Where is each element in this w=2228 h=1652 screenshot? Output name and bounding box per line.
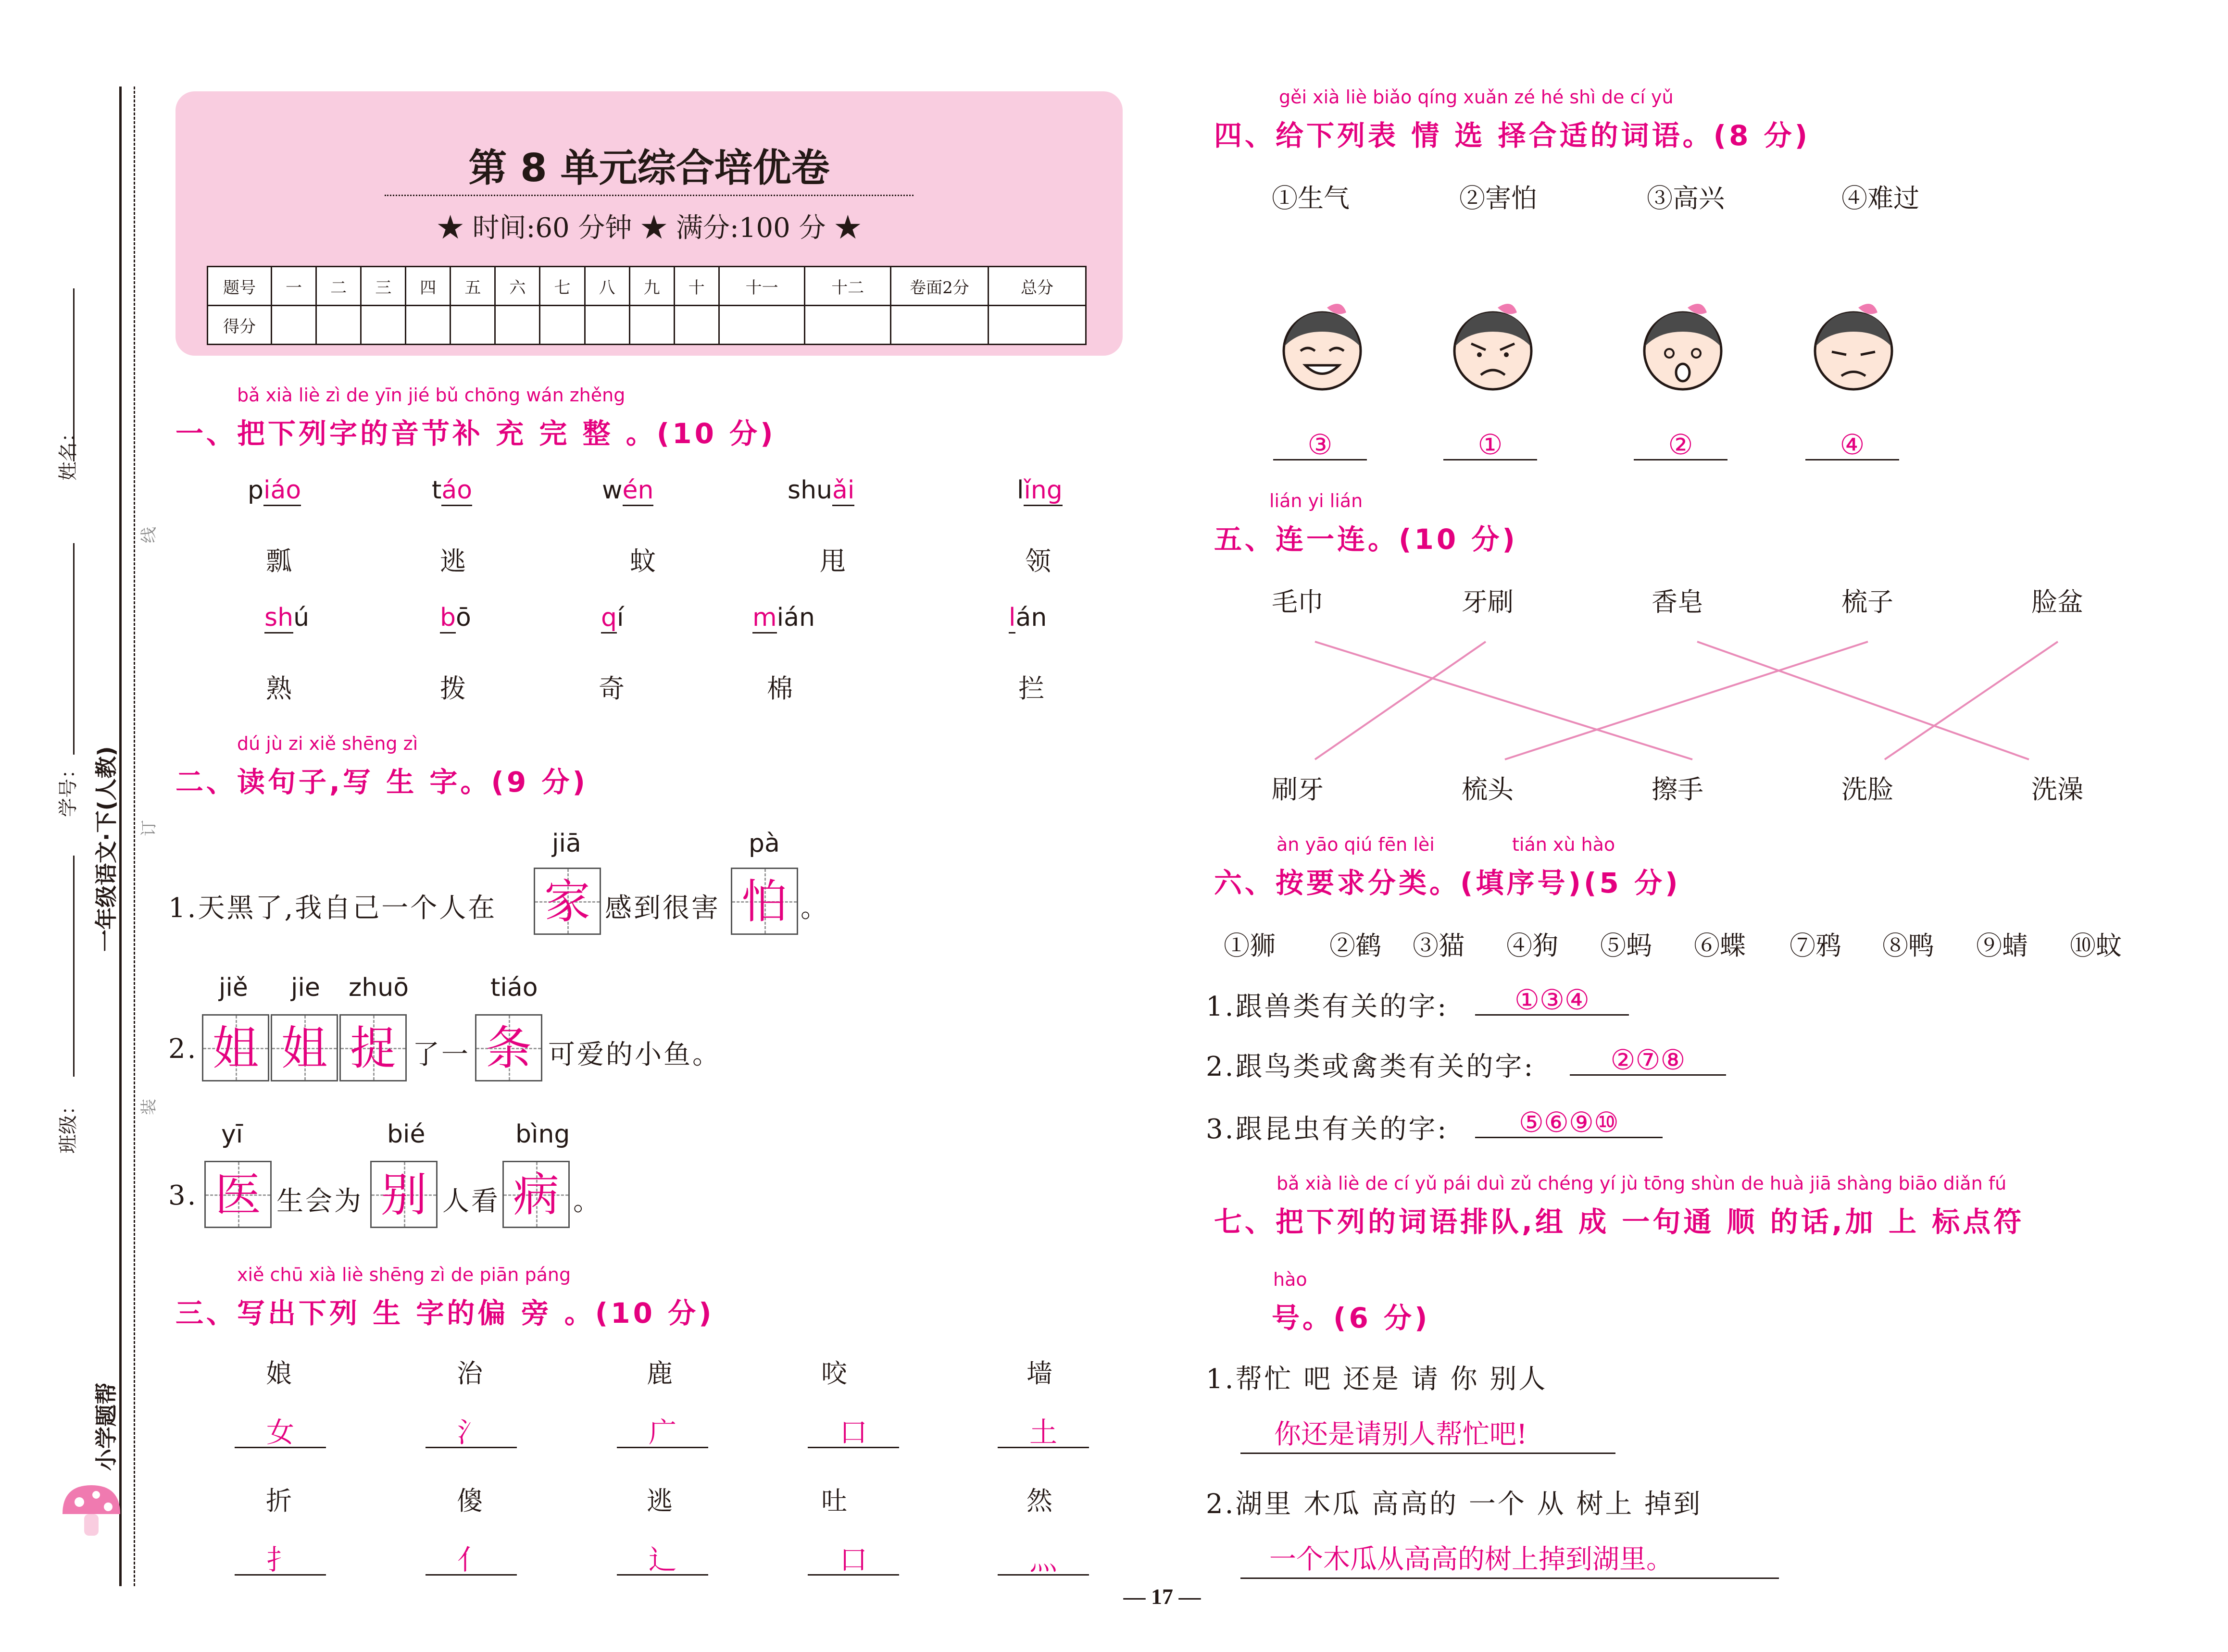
score-table: [207, 266, 1087, 345]
s4-answer[interactable]: ③: [1273, 430, 1367, 460]
match-line: [1697, 642, 2029, 759]
s1-syllable: qí: [601, 603, 624, 632]
score-cell: 三: [361, 267, 406, 306]
score-input[interactable]: [361, 306, 406, 345]
s3-radical-answer[interactable]: 扌: [235, 1545, 326, 1576]
s3-radical-answer[interactable]: 口: [808, 1418, 899, 1448]
s7-pinyin2: hào: [1273, 1269, 1307, 1290]
match-line: [1315, 642, 1692, 759]
score-input[interactable]: [495, 306, 540, 345]
s2-q1-pinyin: jiā: [552, 829, 581, 858]
s3-radical-answer[interactable]: 土: [998, 1418, 1089, 1448]
score-cell: 卷面2分: [891, 267, 989, 306]
s5-top-item[interactable]: 梳子: [1841, 587, 1893, 617]
s6-item: ⑨蜻: [1976, 931, 2028, 961]
s3-radical-answer[interactable]: 亻: [426, 1545, 517, 1576]
s6-q3: 3.跟昆虫有关的字:: [1206, 1114, 1449, 1145]
s4-option: ①生气: [1272, 183, 1350, 213]
s2-q2-box[interactable]: 姐: [202, 1014, 269, 1081]
s5-top-item[interactable]: 毛巾: [1272, 587, 1324, 617]
s2-q2-text: 可爱的小鱼。: [548, 1039, 721, 1070]
score-cell: 十一: [719, 267, 805, 306]
s1-syllable: mián: [752, 603, 815, 632]
sad-face-icon: [1805, 298, 1902, 394]
score-input[interactable]: [540, 306, 585, 345]
s2-q2-pinyin: jie: [291, 973, 320, 1002]
s7-q2: 2.湖里 木瓜 高高的 一个 从 树上 掉到: [1206, 1489, 1702, 1520]
s5-bottom-item[interactable]: 擦手: [1652, 774, 1703, 805]
class-label: 班级：: [57, 1096, 79, 1154]
s2-q2-pinyin: jiě: [219, 973, 248, 1002]
s2-heading: 二、读句子,写 生 字。(9 分): [175, 766, 588, 798]
s7-heading2: 号。(6 分): [1272, 1302, 1430, 1334]
s2-q3-text: 人看: [442, 1186, 500, 1217]
s2-q2-text: 了一: [413, 1039, 470, 1070]
score-table-score-row: [208, 306, 1086, 345]
score-input[interactable]: [674, 306, 719, 345]
score-cell: 十: [674, 267, 719, 306]
s3-radical-answer[interactable]: 氵: [426, 1418, 517, 1448]
s5-bottom-item[interactable]: 洗澡: [2031, 774, 2083, 805]
s7-q1-answer[interactable]: 你还是请别人帮忙吧!: [1240, 1418, 1615, 1454]
s1-char: 熟: [266, 673, 292, 704]
score-cell: 题号: [208, 267, 272, 306]
s6-item: ⑥蝶: [1694, 931, 1746, 961]
score-cell: 二: [316, 267, 361, 306]
s1-syllable: bō: [440, 603, 471, 632]
s1-heading: 一、把下列字的音节补 充 完 整 。(10 分): [175, 417, 776, 450]
s2-q1-text: 。: [801, 893, 829, 924]
score-input[interactable]: [316, 306, 361, 345]
s2-q3-box[interactable]: 别: [370, 1161, 438, 1228]
score-cell: 得分: [208, 306, 272, 345]
score-cell: 九: [629, 267, 674, 306]
name-label: 姓名：: [57, 423, 79, 481]
binding-text-ding: 订: [139, 820, 159, 836]
id-field[interactable]: [73, 543, 75, 755]
s6-pinyin: tián xù hào: [1512, 834, 1615, 855]
s1-syllable: wén: [602, 476, 653, 505]
s3-char: 鹿: [647, 1358, 673, 1389]
s7-q1: 1.帮忙 吧 还是 请 你 别人: [1206, 1364, 1548, 1395]
class-field[interactable]: [73, 856, 75, 1077]
s3-char: 折: [266, 1486, 292, 1516]
s6-item: ②鹤: [1329, 931, 1381, 961]
s3-char: 治: [457, 1358, 483, 1389]
s1-char: 甩: [820, 546, 846, 576]
s4-pinyin: gěi xià liè biǎo qíng xuǎn zé hé shì de cí yǔ: [1279, 87, 1674, 108]
s6-item: ③猫: [1413, 931, 1464, 961]
s3-char: 娘: [266, 1358, 292, 1389]
score-input[interactable]: [406, 306, 451, 345]
s1-char: 棉: [767, 673, 793, 704]
s6-item: ⑩蚊: [2070, 931, 2122, 961]
score-input[interactable]: [272, 306, 316, 345]
s2-q2-box[interactable]: 捉: [339, 1014, 407, 1081]
score-input[interactable]: [719, 306, 805, 345]
score-cell: 总分: [989, 267, 1086, 306]
s6-q2-answer[interactable]: ②⑦⑧: [1570, 1045, 1726, 1076]
score-cell: 四: [406, 267, 451, 306]
s2-q3-pinyin: yī: [221, 1120, 243, 1149]
book-label: 一年级语文·下(人教): [93, 746, 119, 952]
s5-bottom-item[interactable]: 刷牙: [1272, 774, 1324, 805]
s1-char: 拨: [440, 673, 466, 704]
s6-item: ④狗: [1506, 931, 1558, 961]
s5-bottom-item[interactable]: 梳头: [1462, 774, 1514, 805]
page-title: 第 8 单元综合培优卷: [468, 146, 830, 190]
score-input[interactable]: [805, 306, 891, 345]
s4-answer[interactable]: ②: [1634, 430, 1727, 460]
score-input[interactable]: [989, 306, 1086, 345]
s6-pinyin: àn yāo qiú fēn lèi: [1277, 834, 1435, 855]
s4-answer[interactable]: ④: [1805, 430, 1899, 460]
s7-pinyin: bǎ xià liè de cí yǔ pái duì zǔ chéng yí jù tōng shùn de huà jiā shàng biāo diǎn fú: [1277, 1173, 2007, 1194]
score-input[interactable]: [585, 306, 629, 345]
score-cell: 十二: [805, 267, 891, 306]
score-input[interactable]: [891, 306, 989, 345]
s4-answer[interactable]: ①: [1443, 430, 1537, 460]
page-number: — 17 —: [1123, 1584, 1201, 1609]
s2-q3-box[interactable]: 病: [502, 1161, 570, 1228]
s2-q1-pinyin: pà: [749, 829, 780, 858]
score-cell: 八: [585, 267, 629, 306]
mushroom-logo: [58, 1476, 125, 1545]
s6-q1-answer[interactable]: ①③④: [1475, 985, 1629, 1016]
s5-top-item[interactable]: 香皂: [1652, 587, 1703, 617]
s4-option: ③高兴: [1647, 183, 1725, 213]
s1-syllable: táo: [432, 476, 472, 505]
s1-syllable: lán: [1009, 603, 1047, 632]
s2-q3-num: 3.: [168, 1180, 198, 1211]
s6-item: ①狮: [1224, 931, 1276, 961]
s2-q1-text: 1.天黑了,我自己一个人在: [168, 893, 497, 924]
s7-q2-answer[interactable]: 一个木瓜从高高的树上掉到湖里。: [1240, 1543, 1779, 1579]
s1-syllable: shú: [264, 603, 309, 632]
s3-char: 傻: [457, 1486, 483, 1516]
s5-bottom-item[interactable]: 洗脸: [1841, 774, 1893, 805]
matching-lines: [1202, 625, 2164, 779]
s2-q1-text: 感到很害: [605, 893, 720, 924]
name-field[interactable]: [73, 288, 75, 461]
exam-info: ★ 时间:60 分钟 ★ 满分:100 分 ★: [437, 212, 862, 244]
s5-heading: 五、连一连。(10 分): [1214, 523, 1518, 556]
s2-q1-box[interactable]: 家: [534, 868, 601, 935]
match-line: [1315, 642, 1486, 759]
s3-char: 墙: [1026, 1358, 1052, 1389]
score-cell: 五: [451, 267, 495, 306]
s1-char: 蚊: [630, 546, 656, 576]
s5-top-item[interactable]: 牙刷: [1462, 587, 1514, 617]
angry-face-icon: [1445, 298, 1541, 394]
s3-char: 吐: [821, 1486, 847, 1516]
s3-char: 然: [1026, 1486, 1052, 1516]
id-label: 学号：: [57, 759, 79, 817]
s2-q3-box[interactable]: 医: [204, 1161, 272, 1228]
s3-char: 逃: [647, 1486, 673, 1516]
s2-q2-num: 2.: [168, 1033, 198, 1065]
s2-q2-pinyin: zhuō: [349, 973, 409, 1002]
s1-pinyin: bǎ xià liè zì de yīn jié bǔ chōng wán zhěng: [237, 385, 626, 406]
title-divider: [385, 195, 914, 196]
match-line: [1505, 642, 1868, 759]
s2-q2-pinyin: tiáo: [490, 973, 538, 1002]
s1-syllable: piáo: [248, 476, 301, 505]
s3-heading: 三、写出下列 生 字的偏 旁 。(10 分): [175, 1297, 714, 1329]
s3-radical-answer[interactable]: 口: [808, 1545, 899, 1576]
s1-syllable: lǐng: [1017, 476, 1063, 505]
s6-q3-answer[interactable]: ⑤⑥⑨⑩: [1475, 1108, 1663, 1138]
s5-pinyin: lián yi lián: [1269, 490, 1363, 511]
binding-text-line: 线: [139, 527, 159, 543]
brand-label: 小学题帮: [93, 1382, 119, 1471]
binding-text-zhuang: 装: [139, 1099, 159, 1115]
s6-item: ⑤蚂: [1600, 931, 1652, 961]
s1-char: 领: [1025, 546, 1051, 576]
s2-q3-pinyin: bìng: [515, 1120, 570, 1149]
score-cell: 七: [540, 267, 585, 306]
score-cell: 一: [272, 267, 316, 306]
score-cell: 六: [495, 267, 540, 306]
s6-item: ⑧鸭: [1882, 931, 1934, 961]
s4-option: ④难过: [1841, 183, 1919, 213]
s2-q1-box[interactable]: 怕: [731, 868, 798, 935]
s2-q3-text: 。: [573, 1186, 602, 1217]
s3-pinyin: xiě chū xià liè shēng zì de piān páng: [237, 1264, 571, 1285]
match-line: [1885, 642, 2058, 759]
s1-char: 逃: [440, 546, 466, 576]
s2-q2-box[interactable]: 条: [475, 1014, 542, 1081]
s1-char: 瓢: [266, 546, 292, 576]
s1-char: 拦: [1018, 673, 1044, 704]
s6-item: ⑦鸦: [1790, 931, 1841, 961]
s2-q3-pinyin: bié: [387, 1120, 426, 1149]
s6-q2: 2.跟鸟类或禽类有关的字:: [1206, 1051, 1535, 1082]
s1-char: 奇: [599, 673, 625, 704]
s3-radical-answer[interactable]: 广: [617, 1418, 708, 1448]
s6-heading: 六、按要求分类。(填序号)(5 分): [1214, 867, 1681, 899]
s7-heading: 七、把下列的词语排队,组 成 一句通 顺 的话,加 上 标点符: [1214, 1205, 2025, 1238]
s4-heading: 四、给下列表 情 选 择合适的词语。(8 分): [1214, 119, 1811, 152]
s2-q2-box[interactable]: 姐: [271, 1014, 338, 1081]
s3-radical-answer[interactable]: 辶: [617, 1545, 708, 1576]
s4-option: ②害怕: [1459, 183, 1537, 213]
happy-face-icon: [1274, 298, 1370, 394]
s2-pinyin: dú jù zi xiě shēng zì: [237, 733, 418, 754]
s3-char: 咬: [821, 1358, 847, 1389]
score-table-header-row: [208, 267, 1086, 306]
s1-syllable: shuǎi: [788, 476, 854, 505]
score-input[interactable]: [629, 306, 674, 345]
s3-radical-answer[interactable]: 女: [235, 1418, 326, 1448]
s2-q3-text: 生会为: [276, 1186, 363, 1217]
s3-radical-answer[interactable]: 灬: [998, 1545, 1089, 1576]
binding-line-inner: [134, 87, 135, 1586]
s6-q1: 1.跟兽类有关的字:: [1206, 991, 1449, 1022]
score-input[interactable]: [451, 306, 495, 345]
s5-top-item[interactable]: 脸盆: [2031, 587, 2083, 617]
scared-face-icon: [1635, 298, 1731, 394]
